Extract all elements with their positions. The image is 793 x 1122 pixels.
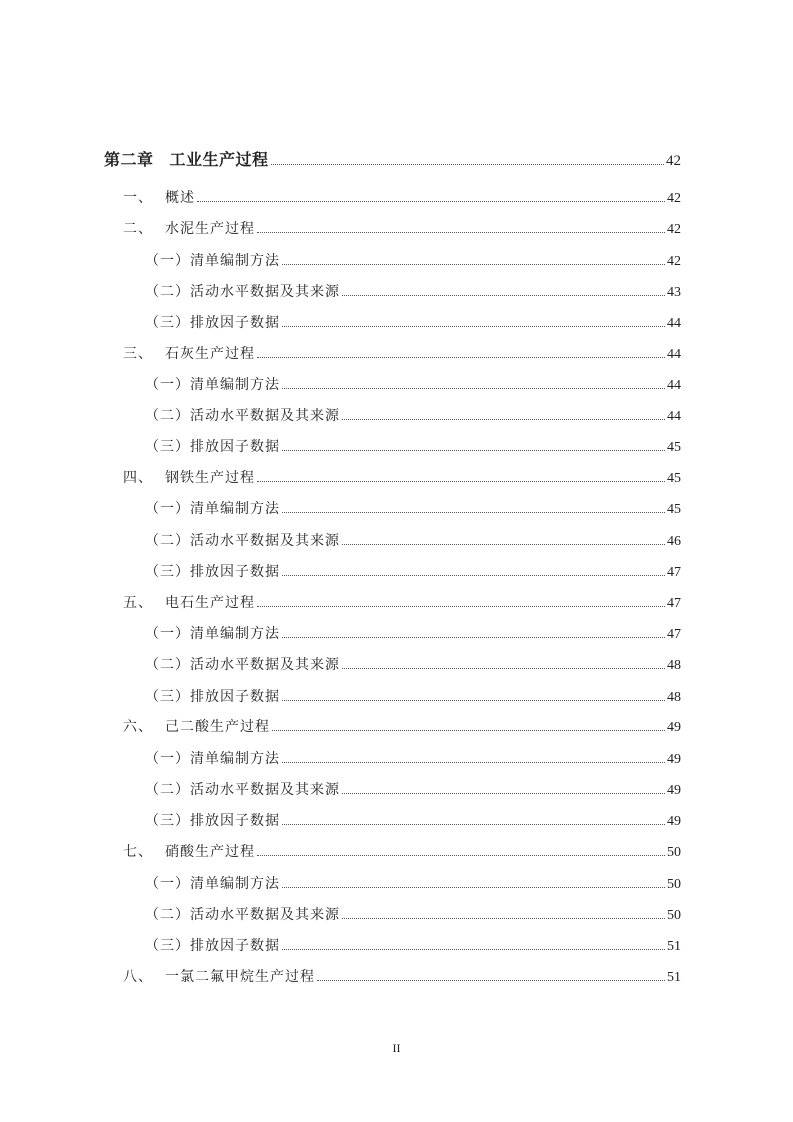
dot-leader bbox=[257, 357, 665, 358]
toc-entry-page: 45 bbox=[667, 440, 681, 455]
toc-entry-title: 钢铁生产过程 bbox=[165, 470, 255, 486]
toc-subsection-entry[interactable] bbox=[145, 654, 681, 674]
toc-entry-title: 活动水平数据及其来源 bbox=[190, 284, 340, 300]
dot-leader bbox=[282, 264, 665, 265]
toc-entry-title: 排放因子数据 bbox=[190, 813, 280, 829]
toc-entry-number: （一） bbox=[145, 501, 190, 517]
dot-leader bbox=[282, 512, 665, 513]
toc-entry-number: （一） bbox=[145, 876, 190, 892]
toc-entry-number: （三） bbox=[145, 813, 190, 829]
toc-section-entry[interactable] bbox=[123, 716, 681, 736]
toc-section-entry[interactable] bbox=[123, 592, 681, 612]
dot-leader bbox=[282, 637, 665, 638]
dot-leader bbox=[257, 232, 665, 233]
dot-leader bbox=[282, 326, 665, 327]
toc-entry-page: 50 bbox=[667, 877, 681, 892]
toc-entry-number: 四、 bbox=[123, 470, 153, 486]
toc-subsection-entry[interactable] bbox=[145, 281, 681, 301]
toc-entry-title: 排放因子数据 bbox=[190, 564, 280, 580]
toc-entry-page: 45 bbox=[667, 471, 681, 486]
toc-entry-page: 49 bbox=[667, 783, 681, 798]
toc-entry-number: （二） bbox=[145, 284, 190, 300]
dot-leader bbox=[282, 450, 665, 451]
toc-entry-number: （一） bbox=[145, 626, 190, 642]
toc-entry-page: 47 bbox=[667, 596, 681, 611]
dot-leader bbox=[342, 419, 665, 420]
toc-entry-page: 48 bbox=[667, 690, 681, 705]
toc-entry-page: 44 bbox=[667, 347, 681, 362]
dot-leader bbox=[342, 544, 665, 545]
toc-subsection-entry[interactable] bbox=[145, 405, 681, 425]
toc-subsection-entry[interactable] bbox=[145, 498, 681, 518]
toc-entry-page: 49 bbox=[667, 814, 681, 829]
toc-entry-number: （二） bbox=[145, 907, 190, 923]
toc-section-entry[interactable] bbox=[123, 966, 681, 986]
toc-subsection-entry[interactable] bbox=[145, 623, 681, 643]
toc-subsection-entry[interactable] bbox=[145, 810, 681, 830]
toc-entry-page: 43 bbox=[667, 285, 681, 300]
toc-entry-number: （三） bbox=[145, 938, 190, 954]
toc-subsection-entry[interactable] bbox=[145, 250, 681, 270]
dot-leader bbox=[317, 980, 665, 981]
dot-leader bbox=[342, 793, 665, 794]
dot-leader bbox=[282, 700, 665, 701]
toc-section-entry[interactable] bbox=[123, 343, 681, 363]
toc-entry-number: 七、 bbox=[123, 844, 153, 860]
toc-chapter-entry[interactable] bbox=[104, 147, 681, 170]
dot-leader bbox=[282, 949, 665, 950]
toc-section-entry[interactable] bbox=[123, 467, 681, 487]
toc-entry-number: 六、 bbox=[123, 719, 153, 735]
toc-entry-number: 一、 bbox=[123, 190, 153, 206]
toc-entry-title: 活动水平数据及其来源 bbox=[190, 657, 340, 673]
toc-entry-page: 45 bbox=[667, 502, 681, 517]
toc-entry-page: 47 bbox=[667, 627, 681, 642]
toc-section-entry[interactable] bbox=[123, 218, 681, 238]
dot-leader bbox=[282, 575, 665, 576]
toc-entry-number: 三、 bbox=[123, 346, 153, 362]
dot-leader bbox=[342, 295, 665, 296]
dot-leader bbox=[282, 824, 665, 825]
page-number: II bbox=[392, 1041, 401, 1055]
toc-entry-title: 清单编制方法 bbox=[190, 377, 280, 393]
toc-entry-number: （二） bbox=[145, 782, 190, 798]
dot-leader bbox=[342, 668, 665, 669]
toc-entry-title: 硝酸生产过程 bbox=[165, 844, 255, 860]
toc-entry-page: 49 bbox=[667, 752, 681, 767]
toc-entry-title: 活动水平数据及其来源 bbox=[190, 907, 340, 923]
toc-entry-title: 清单编制方法 bbox=[190, 751, 280, 767]
toc-subsection-entry[interactable] bbox=[145, 561, 681, 581]
toc-entry-title: 排放因子数据 bbox=[190, 439, 280, 455]
toc-entry-number: （一） bbox=[145, 751, 190, 767]
toc-entry-page: 51 bbox=[667, 970, 681, 985]
toc-subsection-entry[interactable] bbox=[145, 436, 681, 456]
dot-leader bbox=[271, 164, 664, 165]
toc-subsection-entry[interactable] bbox=[145, 873, 681, 893]
toc-entry-title: 排放因子数据 bbox=[190, 938, 280, 954]
toc-entry-page: 42 bbox=[667, 191, 681, 206]
toc-entry-number: 第二章 bbox=[104, 150, 154, 169]
toc-entry-number: （二） bbox=[145, 657, 190, 673]
dot-leader bbox=[257, 606, 665, 607]
toc-entry-page: 46 bbox=[667, 534, 681, 549]
dot-leader bbox=[282, 388, 665, 389]
toc-subsection-entry[interactable] bbox=[145, 312, 681, 332]
toc-entry-page: 42 bbox=[667, 222, 681, 237]
toc-entry-title: 电石生产过程 bbox=[165, 595, 255, 611]
toc-entry-number: 五、 bbox=[123, 595, 153, 611]
toc-entry-title: 工业生产过程 bbox=[169, 150, 269, 169]
dot-leader bbox=[272, 730, 665, 731]
toc-entry-title: 活动水平数据及其来源 bbox=[190, 782, 340, 798]
toc-entry-title: 己二酸生产过程 bbox=[165, 719, 270, 735]
toc-section-entry[interactable] bbox=[123, 841, 681, 861]
toc-entry-title: 概述 bbox=[165, 190, 195, 206]
dot-leader bbox=[282, 762, 665, 763]
toc-entry-title: 清单编制方法 bbox=[190, 253, 280, 269]
toc-entry-number: （三） bbox=[145, 564, 190, 580]
toc-entry-page: 42 bbox=[667, 254, 681, 269]
toc-entry-title: 清单编制方法 bbox=[190, 876, 280, 892]
toc-entry-number: （三） bbox=[145, 315, 190, 331]
toc-entry-title: 活动水平数据及其来源 bbox=[190, 408, 340, 424]
toc-entry-title: 活动水平数据及其来源 bbox=[190, 533, 340, 549]
toc-subsection-entry[interactable] bbox=[145, 748, 681, 768]
toc-subsection-entry[interactable] bbox=[145, 779, 681, 799]
toc-entry-title: 一氯二氟甲烷生产过程 bbox=[165, 969, 315, 985]
toc-entry-title: 水泥生产过程 bbox=[165, 221, 255, 237]
toc-entry-page: 44 bbox=[667, 316, 681, 331]
toc-entry-number: 二、 bbox=[123, 221, 153, 237]
toc-entry-title: 排放因子数据 bbox=[190, 315, 280, 331]
toc-subsection-entry[interactable] bbox=[145, 904, 681, 924]
toc-entry-title: 清单编制方法 bbox=[190, 501, 280, 517]
toc-entry-page: 48 bbox=[667, 658, 681, 673]
toc-section-entry[interactable] bbox=[123, 187, 681, 207]
toc-entry-number: （三） bbox=[145, 439, 190, 455]
toc-entry-number: （一） bbox=[145, 253, 190, 269]
toc-entry-title: 清单编制方法 bbox=[190, 626, 280, 642]
toc-entry-page: 47 bbox=[667, 565, 681, 580]
dot-leader bbox=[197, 201, 665, 202]
toc-entry-number: （一） bbox=[145, 377, 190, 393]
toc-subsection-entry[interactable] bbox=[145, 935, 681, 955]
toc-entry-page: 50 bbox=[667, 908, 681, 923]
toc-entry-page: 44 bbox=[667, 409, 681, 424]
dot-leader bbox=[282, 887, 665, 888]
toc-entry-page: 42 bbox=[666, 153, 681, 169]
dot-leader bbox=[257, 855, 665, 856]
toc-entry-number: （二） bbox=[145, 533, 190, 549]
toc-entry-page: 51 bbox=[667, 939, 681, 954]
dot-leader bbox=[257, 481, 665, 482]
dot-leader bbox=[342, 918, 665, 919]
toc-entry-page: 50 bbox=[667, 845, 681, 860]
toc-subsection-entry[interactable] bbox=[145, 530, 681, 550]
toc-subsection-entry[interactable] bbox=[145, 686, 681, 706]
toc-entry-number: 八、 bbox=[123, 969, 153, 985]
toc-entry-number: （三） bbox=[145, 689, 190, 705]
toc-entry-page: 49 bbox=[667, 720, 681, 735]
toc-entry-title: 排放因子数据 bbox=[190, 689, 280, 705]
toc-entry-page: 44 bbox=[667, 378, 681, 393]
toc-entry-title: 石灰生产过程 bbox=[165, 346, 255, 362]
toc-entry-number: （二） bbox=[145, 408, 190, 424]
toc-subsection-entry[interactable] bbox=[145, 374, 681, 394]
